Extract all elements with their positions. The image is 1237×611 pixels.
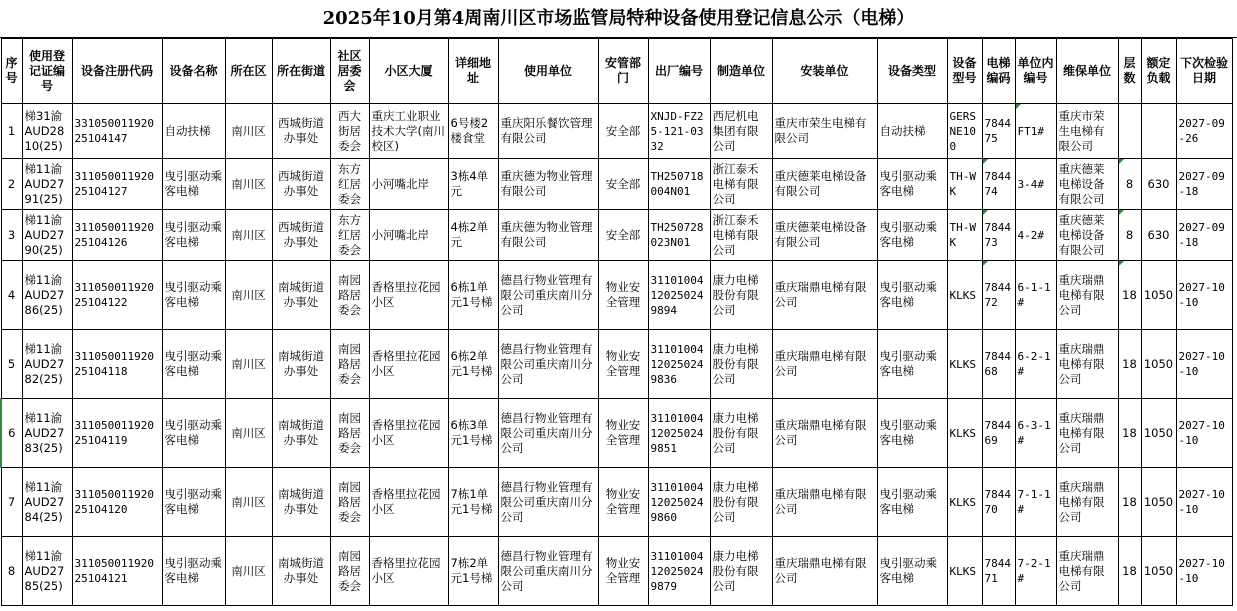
table-cell[interactable]: 曳引驱动乘客电梯 xyxy=(162,159,225,210)
table-cell[interactable]: 西大街居委会 xyxy=(330,104,369,159)
table-cell[interactable]: KLKS xyxy=(947,261,982,330)
table-cell[interactable]: 康力电梯股份有限公司 xyxy=(710,261,772,330)
table-cell[interactable]: 南川区 xyxy=(225,468,272,537)
table-cell[interactable]: 31101004120250249879 xyxy=(648,537,710,606)
table-cell[interactable]: 浙江泰禾电梯有限公司 xyxy=(710,159,772,210)
table-cell[interactable]: 784470 xyxy=(982,468,1015,537)
table-cell[interactable]: 8 xyxy=(1118,210,1141,261)
table-cell[interactable]: 4-2# xyxy=(1015,210,1056,261)
table-cell[interactable]: FT1# xyxy=(1015,104,1056,159)
table-cell[interactable]: 630 xyxy=(1141,159,1176,210)
table-cell[interactable]: 630 xyxy=(1141,210,1176,261)
table-cell[interactable]: 784473 xyxy=(982,210,1015,261)
header-cell[interactable]: 额定负载 xyxy=(1141,39,1176,104)
table-cell[interactable]: 1050 xyxy=(1141,537,1176,606)
table-cell[interactable]: 1050 xyxy=(1141,330,1176,399)
table-cell[interactable]: 6-3-1# xyxy=(1015,399,1056,468)
table-cell[interactable]: 物业安全管理 xyxy=(598,330,648,399)
table-cell[interactable]: 物业安全管理 xyxy=(598,261,648,330)
table-cell[interactable]: TH250728023N01 xyxy=(648,210,710,261)
table-cell[interactable]: 南城街道办事处 xyxy=(272,468,330,537)
table-cell[interactable]: 西尼机电集团有限公司 xyxy=(710,104,772,159)
table-cell[interactable]: KLKS xyxy=(947,537,982,606)
table-cell[interactable]: 7栋1单元1号梯 xyxy=(448,468,498,537)
header-cell[interactable]: 使用单位 xyxy=(498,39,598,104)
table-row xyxy=(1,330,1232,399)
table-cell[interactable]: 南城街道办事处 xyxy=(272,261,330,330)
table-cell[interactable]: 曳引驱动乘客电梯 xyxy=(162,330,225,399)
table-cell[interactable]: 曳引驱动乘客电梯 xyxy=(877,159,947,210)
registration-table xyxy=(0,38,1233,606)
table-cell[interactable]: 德昌行物业管理有限公司重庆南川分公司 xyxy=(498,537,598,606)
table-cell[interactable]: 梯31渝AUD2810(25) xyxy=(22,104,72,159)
table-cell[interactable]: 曳引驱动乘客电梯 xyxy=(162,399,225,468)
sheet-title: 2025年10月第4周南川区市场监管局特种设备使用登记信息公示（电梯） xyxy=(0,0,1237,38)
table-cell[interactable]: 2027-09-18 xyxy=(1176,210,1232,261)
table-cell[interactable]: 311050011920251O4122 xyxy=(72,261,162,330)
table-cell[interactable]: TH-WK xyxy=(947,159,982,210)
table-cell[interactable]: 3 xyxy=(1,210,22,261)
table-cell[interactable]: 香格里拉花园小区 xyxy=(369,330,448,399)
header-cell[interactable]: 单位内编号 xyxy=(1015,39,1056,104)
table-cell[interactable]: 重庆市荣生电梯有限公司 xyxy=(772,104,877,159)
table-cell[interactable]: 西城街道办事处 xyxy=(272,159,330,210)
header-cell[interactable]: 设备型号 xyxy=(947,39,982,104)
table-cell[interactable]: KLKS xyxy=(947,330,982,399)
table-cell[interactable]: 物业安全管理 xyxy=(598,537,648,606)
header-cell[interactable]: 电梯编码 xyxy=(982,39,1015,104)
header-cell[interactable]: 设备类型 xyxy=(877,39,947,104)
header-cell[interactable]: 详细地址 xyxy=(448,39,498,104)
table-cell[interactable]: 31101004120250249836 xyxy=(648,330,710,399)
table-cell[interactable]: 311050011920251O4118 xyxy=(72,330,162,399)
table-cell[interactable]: TH-WK xyxy=(947,210,982,261)
table-cell[interactable]: 2027-10-10 xyxy=(1176,399,1232,468)
table-cell[interactable]: TH250718004N01 xyxy=(648,159,710,210)
table-cell[interactable]: 1 xyxy=(1,104,22,159)
table-cell[interactable]: 南川区 xyxy=(225,399,272,468)
table-cell[interactable]: 重庆德为物业管理有限公司 xyxy=(498,159,598,210)
table-cell[interactable]: 7 xyxy=(1,468,22,537)
table-cell[interactable]: 曳引驱动乘客电梯 xyxy=(877,330,947,399)
table-cell[interactable]: 小河嘴北岸 xyxy=(369,210,448,261)
table-row xyxy=(1,210,1232,261)
header-cell[interactable]: 出厂编号 xyxy=(648,39,710,104)
table-cell[interactable]: 康力电梯股份有限公司 xyxy=(710,330,772,399)
table-cell[interactable]: 重庆德莱电梯设备有限公司 xyxy=(772,210,877,261)
table-cell[interactable]: 1050 xyxy=(1141,261,1176,330)
table-cell[interactable]: 6 xyxy=(1,399,22,468)
table-cell[interactable]: KLKS xyxy=(947,468,982,537)
table-cell[interactable] xyxy=(1141,104,1176,159)
table-cell[interactable]: 311050011920251O4127 xyxy=(72,159,162,210)
table-cell[interactable]: 安全部 xyxy=(598,104,648,159)
table-cell[interactable]: 小河嘴北岸 xyxy=(369,159,448,210)
table-cell[interactable]: 东方红居委会 xyxy=(330,210,369,261)
table-cell[interactable]: 311050011920251O4120 xyxy=(72,468,162,537)
table-cell[interactable]: 5 xyxy=(1,330,22,399)
table-cell[interactable]: 南园路居委会 xyxy=(330,468,369,537)
table-cell[interactable]: 浙江泰禾电梯有限公司 xyxy=(710,210,772,261)
table-cell[interactable]: 梯11渝AUD2782(25) xyxy=(22,330,72,399)
table-cell[interactable]: 784472 xyxy=(982,261,1015,330)
table-cell[interactable]: 重庆瑞鼎电梯有限公司 xyxy=(772,261,877,330)
table-cell[interactable]: 德昌行物业管理有限公司重庆南川分公司 xyxy=(498,261,598,330)
table-cell[interactable]: 784471 xyxy=(982,537,1015,606)
table-cell[interactable]: 曳引驱动乘客电梯 xyxy=(877,468,947,537)
table-cell[interactable]: 南城街道办事处 xyxy=(272,399,330,468)
header-cell[interactable]: 安装单位 xyxy=(772,39,877,104)
table-cell[interactable]: 4 xyxy=(1,261,22,330)
table-cell[interactable]: 西城街道办事处 xyxy=(272,104,330,159)
table-cell[interactable]: 南川区 xyxy=(225,104,272,159)
table-cell[interactable]: KLKS xyxy=(947,399,982,468)
header-cell[interactable]: 设备注册代码 xyxy=(72,39,162,104)
table-cell[interactable]: 重庆瑞鼎电梯有限公司 xyxy=(1056,468,1118,537)
table-cell[interactable]: 梯11渝AUD2785(25) xyxy=(22,537,72,606)
table-cell[interactable]: 南川区 xyxy=(225,210,272,261)
table-cell[interactable]: 6号楼2楼食堂 xyxy=(448,104,498,159)
table-cell[interactable]: 1050 xyxy=(1141,468,1176,537)
table-cell[interactable]: 康力电梯股份有限公司 xyxy=(710,399,772,468)
table-cell[interactable]: 重庆瑞鼎电梯有限公司 xyxy=(772,537,877,606)
table-cell[interactable]: 重庆德为物业管理有限公司 xyxy=(498,210,598,261)
table-cell[interactable]: 物业安全管理 xyxy=(598,468,648,537)
table-cell[interactable]: 香格里拉花园小区 xyxy=(369,261,448,330)
table-cell[interactable]: 6栋2单元1号梯 xyxy=(448,330,498,399)
table-cell[interactable]: 香格里拉花园小区 xyxy=(369,399,448,468)
header-cell[interactable]: 序号 xyxy=(1,39,22,104)
table-cell[interactable]: 曳引驱动乘客电梯 xyxy=(162,261,225,330)
table-row xyxy=(1,104,1232,159)
table-cell[interactable]: 梯11渝AUD2783(25) xyxy=(22,399,72,468)
table-cell[interactable]: 重庆德莱电梯设备有限公司 xyxy=(1056,159,1118,210)
table-cell[interactable] xyxy=(1118,104,1141,159)
table-cell[interactable]: 重庆德莱电梯设备有限公司 xyxy=(772,159,877,210)
table-cell[interactable]: 曳引驱动乘客电梯 xyxy=(877,399,947,468)
table-row xyxy=(1,399,1232,468)
table-cell[interactable]: 4栋2单元 xyxy=(448,210,498,261)
table-cell[interactable]: 德昌行物业管理有限公司重庆南川分公司 xyxy=(498,468,598,537)
table-cell[interactable]: 南园路居委会 xyxy=(330,261,369,330)
table-cell[interactable]: 311050011920251O4119 xyxy=(72,399,162,468)
table-cell[interactable]: 6栋1单元1号梯 xyxy=(448,261,498,330)
table-cell[interactable]: 31101004120250249894 xyxy=(648,261,710,330)
header-cell[interactable]: 使用登记证编号 xyxy=(22,39,72,104)
table-cell[interactable]: 重庆瑞鼎电梯有限公司 xyxy=(1056,537,1118,606)
table-cell[interactable]: 南川区 xyxy=(225,330,272,399)
table-cell[interactable]: 南川区 xyxy=(225,261,272,330)
table-cell[interactable]: 自动扶梯 xyxy=(162,104,225,159)
header-cell[interactable]: 社区居委会 xyxy=(330,39,369,104)
table-cell[interactable]: 南川区 xyxy=(225,537,272,606)
table-cell[interactable]: 31101004120250249860 xyxy=(648,468,710,537)
header-cell[interactable]: 小区大厦 xyxy=(369,39,448,104)
table-cell[interactable]: 自动扶梯 xyxy=(877,104,947,159)
table-cell[interactable]: 南园路居委会 xyxy=(330,399,369,468)
table-cell[interactable]: 8 xyxy=(1118,159,1141,210)
table-cell[interactable]: 31101004120250249851 xyxy=(648,399,710,468)
table-cell[interactable]: 3-4# xyxy=(1015,159,1056,210)
table-cell[interactable]: 784475 xyxy=(982,104,1015,159)
table-cell[interactable]: 东方红居委会 xyxy=(330,159,369,210)
table-cell[interactable]: 311050011920251O4126 xyxy=(72,210,162,261)
table-cell[interactable]: 18 xyxy=(1118,537,1141,606)
table-cell[interactable]: 南城街道办事处 xyxy=(272,330,330,399)
table-cell[interactable]: 2027-10-10 xyxy=(1176,261,1232,330)
header-cell[interactable]: 设备名称 xyxy=(162,39,225,104)
table-cell[interactable]: 784469 xyxy=(982,399,1015,468)
table-cell[interactable]: 曳引驱动乘客电梯 xyxy=(162,468,225,537)
table-cell[interactable]: GERSNE100 xyxy=(947,104,982,159)
table-cell[interactable]: 2 xyxy=(1,159,22,210)
table-row xyxy=(1,159,1232,210)
table-cell[interactable]: 南川区 xyxy=(225,159,272,210)
header-row xyxy=(1,39,1232,104)
table-cell[interactable]: 311050011920251O4121 xyxy=(72,537,162,606)
table-cell[interactable]: 2027-10-10 xyxy=(1176,330,1232,399)
table-cell[interactable]: 梯11渝AUD2786(25) xyxy=(22,261,72,330)
table-row xyxy=(1,261,1232,330)
table-cell[interactable]: 南园路居委会 xyxy=(330,330,369,399)
table-row xyxy=(1,468,1232,537)
table-cell[interactable]: 2027-09-18 xyxy=(1176,159,1232,210)
table-cell[interactable]: 重庆市荣生电梯有限公司 xyxy=(1056,104,1118,159)
table-cell[interactable]: 重庆瑞鼎电梯有限公司 xyxy=(1056,399,1118,468)
table-cell[interactable]: 西城街道办事处 xyxy=(272,210,330,261)
table-cell[interactable]: 物业安全管理 xyxy=(598,399,648,468)
table-cell[interactable]: 重庆瑞鼎电梯有限公司 xyxy=(772,330,877,399)
table-cell[interactable]: 康力电梯股份有限公司 xyxy=(710,468,772,537)
table-row xyxy=(1,537,1232,606)
table-cell[interactable]: 梯11渝AUD2784(25) xyxy=(22,468,72,537)
table-cell[interactable]: 重庆德莱电梯设备有限公司 xyxy=(1056,210,1118,261)
table-cell[interactable]: 重庆瑞鼎电梯有限公司 xyxy=(772,399,877,468)
table-cell[interactable]: 香格里拉花园小区 xyxy=(369,537,448,606)
table-cell[interactable]: 2027-09-26 xyxy=(1176,104,1232,159)
table-cell[interactable]: 南城街道办事处 xyxy=(272,537,330,606)
table-cell[interactable]: 7-1-1# xyxy=(1015,468,1056,537)
header-cell[interactable]: 维保单位 xyxy=(1056,39,1118,104)
table-cell[interactable]: 曳引驱动乘客电梯 xyxy=(162,210,225,261)
table-cell[interactable]: 784468 xyxy=(982,330,1015,399)
header-cell[interactable]: 安管部门 xyxy=(598,39,648,104)
table-cell[interactable]: 18 xyxy=(1118,399,1141,468)
table-cell[interactable]: 重庆瑞鼎电梯有限公司 xyxy=(772,468,877,537)
table-cell[interactable]: 梯11渝AUD2791(25) xyxy=(22,159,72,210)
table-cell[interactable]: 6-2-1# xyxy=(1015,330,1056,399)
table-cell[interactable]: 梯11渝AUD2790(25) xyxy=(22,210,72,261)
header-cell[interactable]: 层数 xyxy=(1118,39,1141,104)
table-cell[interactable]: 南园路居委会 xyxy=(330,537,369,606)
table-cell[interactable]: 2027-10-10 xyxy=(1176,537,1232,606)
table-cell[interactable]: 安全部 xyxy=(598,159,648,210)
table-cell[interactable]: 重庆阳乐餐饮管理有限公司 xyxy=(498,104,598,159)
table-cell[interactable]: 18 xyxy=(1118,468,1141,537)
table-cell[interactable]: 德昌行物业管理有限公司重庆南川分公司 xyxy=(498,399,598,468)
table-cell[interactable]: 6-1-1# xyxy=(1015,261,1056,330)
table-cell[interactable]: 重庆瑞鼎电梯有限公司 xyxy=(1056,261,1118,330)
table-cell[interactable]: 香格里拉花园小区 xyxy=(369,468,448,537)
table-cell[interactable]: 3栋4单元 xyxy=(448,159,498,210)
table-cell[interactable]: 2027-10-10 xyxy=(1176,468,1232,537)
table-cell[interactable]: 1050 xyxy=(1141,399,1176,468)
table-cell[interactable]: 曳引驱动乘客电梯 xyxy=(877,537,947,606)
table-cell[interactable]: 曳引驱动乘客电梯 xyxy=(877,210,947,261)
table-cell[interactable]: 德昌行物业管理有限公司重庆南川分公司 xyxy=(498,330,598,399)
table-cell[interactable]: 8 xyxy=(1,537,22,606)
table-cell[interactable]: 曳引驱动乘客电梯 xyxy=(877,261,947,330)
table-cell[interactable]: 7-2-1# xyxy=(1015,537,1056,606)
table-cell[interactable]: 安全部 xyxy=(598,210,648,261)
table-cell[interactable]: 18 xyxy=(1118,261,1141,330)
header-cell[interactable]: 所在区 xyxy=(225,39,272,104)
table-cell[interactable]: 6栋3单元1号梯 xyxy=(448,399,498,468)
table-cell[interactable]: 784474 xyxy=(982,159,1015,210)
table-cell[interactable]: XNJD-FZ25-121-0332 xyxy=(648,104,710,159)
table-cell[interactable]: 18 xyxy=(1118,330,1141,399)
table-cell[interactable]: 康力电梯股份有限公司 xyxy=(710,537,772,606)
table-cell[interactable]: 曳引驱动乘客电梯 xyxy=(162,537,225,606)
table-cell[interactable]: 7栋2单元1号梯 xyxy=(448,537,498,606)
table-cell[interactable]: 331050011920251O4147 xyxy=(72,104,162,159)
header-cell[interactable]: 下次检验日期 xyxy=(1176,39,1232,104)
table-cell[interactable]: 重庆瑞鼎电梯有限公司 xyxy=(1056,330,1118,399)
table-cell[interactable]: 重庆工业职业技术大学(南川校区) xyxy=(369,104,448,159)
header-cell[interactable]: 所在街道 xyxy=(272,39,330,104)
header-cell[interactable]: 制造单位 xyxy=(710,39,772,104)
